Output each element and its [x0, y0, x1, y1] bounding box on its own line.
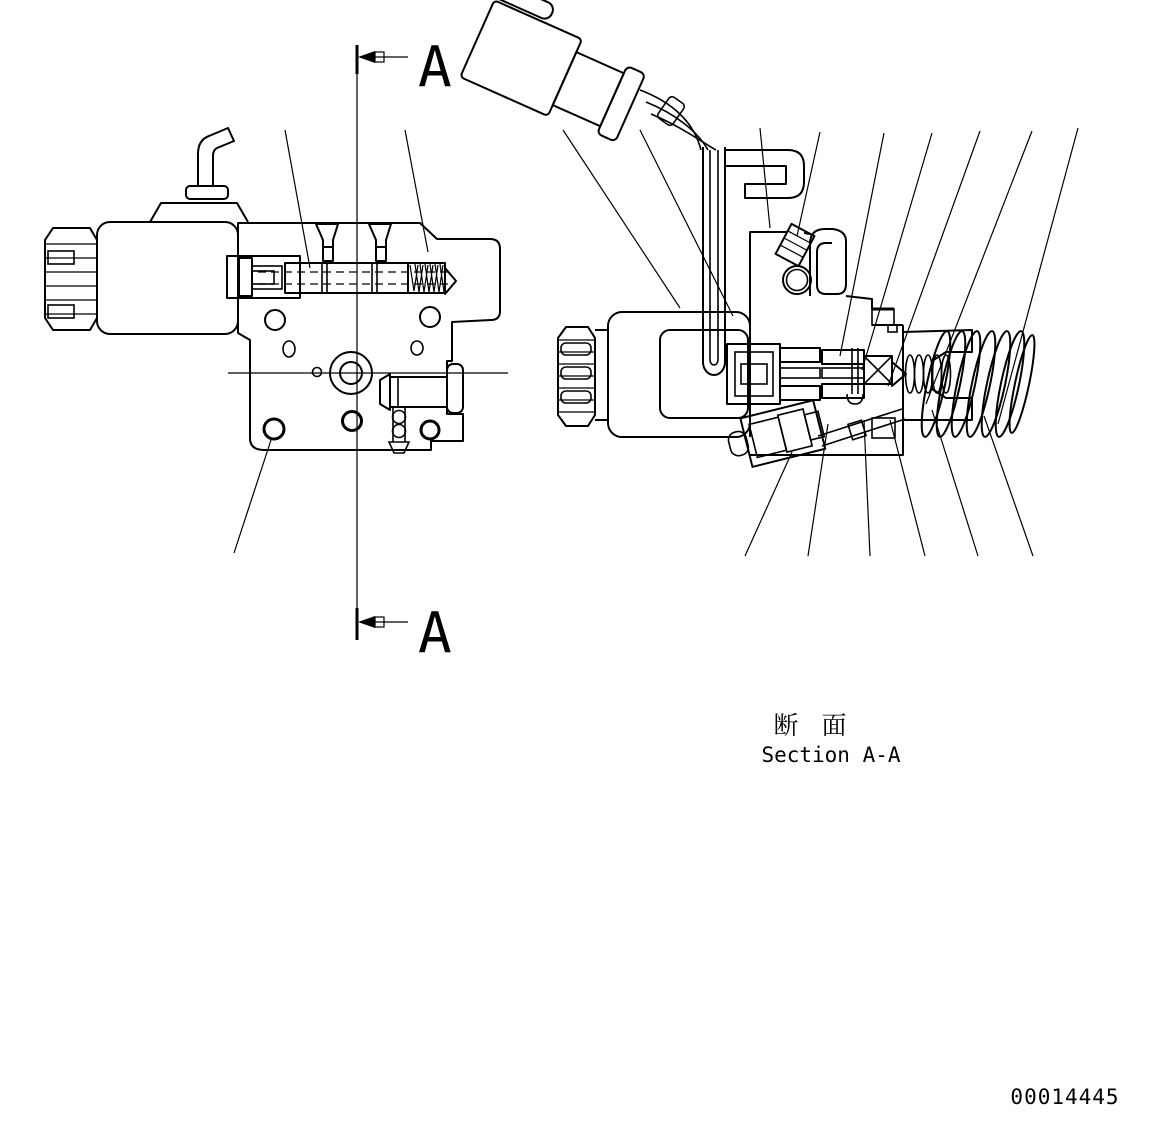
spool-housing-cap	[239, 258, 252, 296]
cable-collar	[186, 186, 228, 199]
outer-return-spring	[916, 329, 1039, 438]
pushpin	[852, 348, 858, 394]
spool-land	[780, 386, 820, 400]
spool-divisions	[322, 263, 377, 293]
pin-head	[369, 224, 391, 247]
fitting-bolt-ball	[393, 411, 406, 424]
solenoid-coil-body	[97, 222, 238, 334]
spring-coil	[915, 355, 924, 393]
thread-hatch	[410, 264, 444, 292]
section-label-top: A	[418, 35, 452, 100]
valve-seat-cross	[864, 356, 892, 384]
spool-land	[780, 348, 820, 362]
valve-section-view	[455, 0, 1078, 556]
arrow-head	[358, 51, 375, 63]
section-leader-lines-upper-right	[840, 128, 1078, 424]
mounting-hole	[265, 310, 285, 330]
drawing-number: 00014445	[1010, 1085, 1120, 1109]
connector-housing	[460, 0, 582, 116]
solenoid-neck	[595, 330, 608, 420]
spool-assembly	[227, 256, 456, 298]
pin-stem	[376, 247, 386, 261]
caption-japanese: 断 面	[773, 711, 851, 740]
electrical-connector	[455, 0, 656, 145]
small-port-hole	[411, 341, 423, 355]
mounting-hole	[264, 419, 284, 439]
knurled-knob	[45, 228, 97, 330]
fitting-cap	[447, 364, 463, 413]
fitting-bolt-ball	[393, 425, 406, 438]
threaded-stud	[776, 224, 815, 266]
section-arrow-top-icon	[358, 51, 408, 63]
armature-spool	[727, 344, 906, 404]
small-port-hole	[283, 341, 295, 357]
wire-harness	[640, 90, 716, 150]
plug-socket	[749, 417, 786, 457]
section-arrow-bottom-icon	[358, 616, 408, 628]
annotations	[418, 35, 1120, 1109]
cap-slot	[561, 343, 591, 355]
spool-bar	[285, 263, 408, 293]
pilot-hole	[313, 368, 322, 377]
knurled-cap	[558, 327, 595, 426]
plug-pin-right	[369, 224, 391, 261]
mounting-hole	[343, 412, 362, 431]
spool-housing-insert	[252, 266, 282, 289]
spool-housing-insert-inner	[252, 271, 274, 284]
side-fitting	[380, 364, 463, 453]
section-label-bottom: A	[418, 601, 452, 666]
cap-slot	[561, 391, 591, 403]
knob-slot	[48, 305, 74, 318]
valve-front-view	[45, 45, 508, 640]
stud-body	[776, 224, 815, 266]
wire	[640, 90, 701, 150]
solenoid-top-boss	[150, 203, 248, 222]
front-view-leader-lines	[234, 130, 428, 553]
wire-tube-inner	[710, 150, 718, 365]
wire-tube-outer	[703, 147, 725, 375]
connector-flange	[597, 66, 645, 142]
valve-plate-outline	[238, 223, 500, 450]
angled-plug	[724, 400, 827, 471]
top-block-pin	[888, 325, 897, 332]
plug-mid	[778, 409, 812, 452]
fitting-bolt-tip	[389, 442, 409, 453]
connector-mid	[553, 52, 624, 126]
pin-stem	[323, 247, 333, 261]
knob-outline	[45, 228, 97, 330]
top-block	[872, 309, 894, 325]
caption-english: Section A-A	[761, 743, 901, 767]
section-leader-lines-top	[563, 128, 820, 316]
cable-lead	[198, 128, 234, 186]
fitting-cone	[380, 374, 390, 410]
knob-ribs	[45, 244, 97, 314]
armature-inner	[741, 364, 767, 384]
port-hole-inner	[787, 270, 808, 291]
cap-slot	[561, 367, 591, 379]
mounting-hole	[420, 307, 440, 327]
plug-pin-left	[316, 224, 338, 261]
spool-shaft	[780, 368, 820, 378]
pin-head	[316, 224, 338, 247]
section-leader-lines-bottom	[745, 410, 1033, 556]
arrow-head	[358, 616, 375, 628]
wire-guide-hook	[810, 229, 846, 296]
mounting-hole	[421, 421, 439, 439]
